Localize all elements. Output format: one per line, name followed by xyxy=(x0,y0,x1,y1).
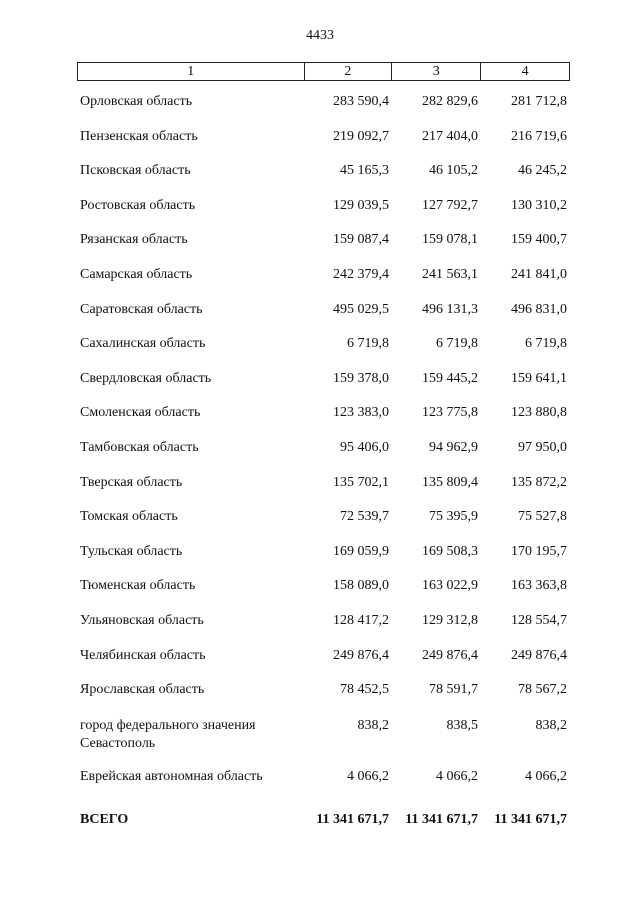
region-name: Самарская область xyxy=(80,266,193,282)
value-col-4: 123 880,8 xyxy=(511,405,567,421)
table-row xyxy=(77,117,570,152)
total-col-3: 11 341 671,7 xyxy=(405,812,478,828)
table-row xyxy=(77,497,570,532)
page-number: 4433 xyxy=(306,28,334,43)
value-col-3: 6 719,8 xyxy=(436,336,478,352)
value-col-3: 75 395,9 xyxy=(429,509,478,525)
table-row xyxy=(77,463,570,498)
table-row xyxy=(77,359,570,394)
value-col-4: 249 876,4 xyxy=(511,647,567,663)
table-row xyxy=(77,220,570,255)
value-col-4: 128 554,7 xyxy=(511,612,567,628)
region-name: Орловская область xyxy=(80,94,193,109)
total-label: ВСЕГО xyxy=(80,812,129,828)
region-name: Смоленская область xyxy=(80,405,201,421)
region-name: Челябинская область xyxy=(80,647,206,663)
value-col-2: 219 092,7 xyxy=(333,128,389,144)
column-header-2: 2 xyxy=(304,63,392,81)
total-col-2: 11 341 671,7 xyxy=(316,812,389,828)
value-col-3: 4 066,2 xyxy=(436,768,478,784)
value-col-2: 838,2 xyxy=(357,717,389,733)
value-col-4: 75 527,8 xyxy=(518,509,567,525)
value-col-4: 130 310,2 xyxy=(511,197,567,213)
value-col-2: 249 876,4 xyxy=(333,647,389,663)
value-col-3: 159 078,1 xyxy=(422,232,478,248)
value-col-4: 4 066,2 xyxy=(525,768,567,784)
value-col-4: 159 400,7 xyxy=(511,232,567,248)
value-col-4: 97 950,0 xyxy=(518,439,567,455)
value-col-2: 283 590,4 xyxy=(333,94,389,109)
table-row xyxy=(77,82,570,117)
value-col-4: 496 831,0 xyxy=(511,301,567,317)
region-name: город федерального значения Севастополь xyxy=(80,717,256,751)
value-col-2: 135 702,1 xyxy=(333,474,389,490)
value-col-3: 496 131,3 xyxy=(422,301,478,317)
value-col-2: 45 165,3 xyxy=(340,163,389,179)
table-row xyxy=(77,670,570,705)
value-col-3: 838,5 xyxy=(446,717,478,733)
value-col-3: 78 591,7 xyxy=(429,682,478,698)
table-row xyxy=(77,636,570,671)
value-col-2: 72 539,7 xyxy=(340,509,389,525)
table-row xyxy=(77,566,570,601)
region-name: Ростовская область xyxy=(80,197,196,213)
region-name: Саратовская область xyxy=(80,301,203,317)
value-col-4: 163 363,8 xyxy=(511,578,567,594)
value-col-4: 170 195,7 xyxy=(511,543,567,559)
column-header-3: 3 xyxy=(392,63,481,81)
value-col-2: 169 059,9 xyxy=(333,543,389,559)
value-col-3: 46 105,2 xyxy=(429,163,478,179)
region-name: Ярославская область xyxy=(80,682,205,698)
value-col-4: 838,2 xyxy=(535,717,567,733)
value-col-2: 495 029,5 xyxy=(333,301,389,317)
value-col-2: 78 452,5 xyxy=(340,682,389,698)
value-col-3: 169 508,3 xyxy=(422,543,478,559)
value-col-3: 123 775,8 xyxy=(422,405,478,421)
table-row xyxy=(77,532,570,567)
region-name: Томская область xyxy=(80,509,178,525)
table-row xyxy=(77,757,570,792)
value-col-2: 128 417,2 xyxy=(333,612,389,628)
column-header-4: 4 xyxy=(481,63,570,81)
value-col-2: 242 379,4 xyxy=(333,266,389,282)
table-row xyxy=(77,705,570,757)
region-name: Свердловская область xyxy=(80,370,212,386)
table-row xyxy=(77,290,570,325)
column-header-row xyxy=(78,63,570,81)
region-name: Псковская область xyxy=(80,163,191,179)
value-col-2: 95 406,0 xyxy=(340,439,389,455)
value-col-3: 127 792,7 xyxy=(422,197,478,213)
region-name: Тверская область xyxy=(80,474,183,490)
region-name: Пензенская область xyxy=(80,128,198,144)
table-row xyxy=(77,324,570,359)
table-row xyxy=(77,601,570,636)
value-col-2: 159 087,4 xyxy=(333,232,389,248)
value-col-4: 216 719,6 xyxy=(511,128,567,144)
region-name: Рязанская область xyxy=(80,232,188,248)
value-col-3: 163 022,9 xyxy=(422,578,478,594)
value-col-2: 159 378,0 xyxy=(333,370,389,386)
budget-table xyxy=(77,82,570,829)
value-col-3: 159 445,2 xyxy=(422,370,478,386)
value-col-2: 158 089,0 xyxy=(333,578,389,594)
total-col-4: 11 341 671,7 xyxy=(494,812,567,828)
value-col-4: 6 719,8 xyxy=(525,336,567,352)
region-name: Ульяновская область xyxy=(80,612,204,628)
value-col-3: 129 312,8 xyxy=(422,612,478,628)
column-header-1: 1 xyxy=(78,63,305,81)
value-col-2: 6 719,8 xyxy=(347,336,389,352)
value-col-4: 46 245,2 xyxy=(518,163,567,179)
value-col-3: 217 404,0 xyxy=(422,128,478,144)
table-row xyxy=(77,428,570,463)
table-row xyxy=(77,393,570,428)
region-name: Тюменская область xyxy=(80,578,196,594)
region-name: Сахалинская область xyxy=(80,336,206,352)
value-col-2: 129 039,5 xyxy=(333,197,389,213)
total-row xyxy=(77,791,570,829)
column-header-table xyxy=(77,62,570,81)
table-row xyxy=(77,255,570,290)
value-col-4: 135 872,2 xyxy=(511,474,567,490)
value-col-3: 135 809,4 xyxy=(422,474,478,490)
region-name: Еврейская автономная область xyxy=(80,768,263,784)
value-col-4: 241 841,0 xyxy=(511,266,567,282)
value-col-2: 4 066,2 xyxy=(347,768,389,784)
table-row xyxy=(77,186,570,221)
table-row xyxy=(77,151,570,186)
region-name: Тульская область xyxy=(80,543,183,559)
value-col-3: 94 962,9 xyxy=(429,439,478,455)
value-col-4: 281 712,8 xyxy=(511,94,567,109)
region-name: Тамбовская область xyxy=(80,439,199,455)
value-col-3: 241 563,1 xyxy=(422,266,478,282)
value-col-3: 282 829,6 xyxy=(422,94,478,109)
value-col-4: 78 567,2 xyxy=(518,682,567,698)
value-col-4: 159 641,1 xyxy=(511,370,567,386)
value-col-2: 123 383,0 xyxy=(333,405,389,421)
value-col-3: 249 876,4 xyxy=(422,647,478,663)
